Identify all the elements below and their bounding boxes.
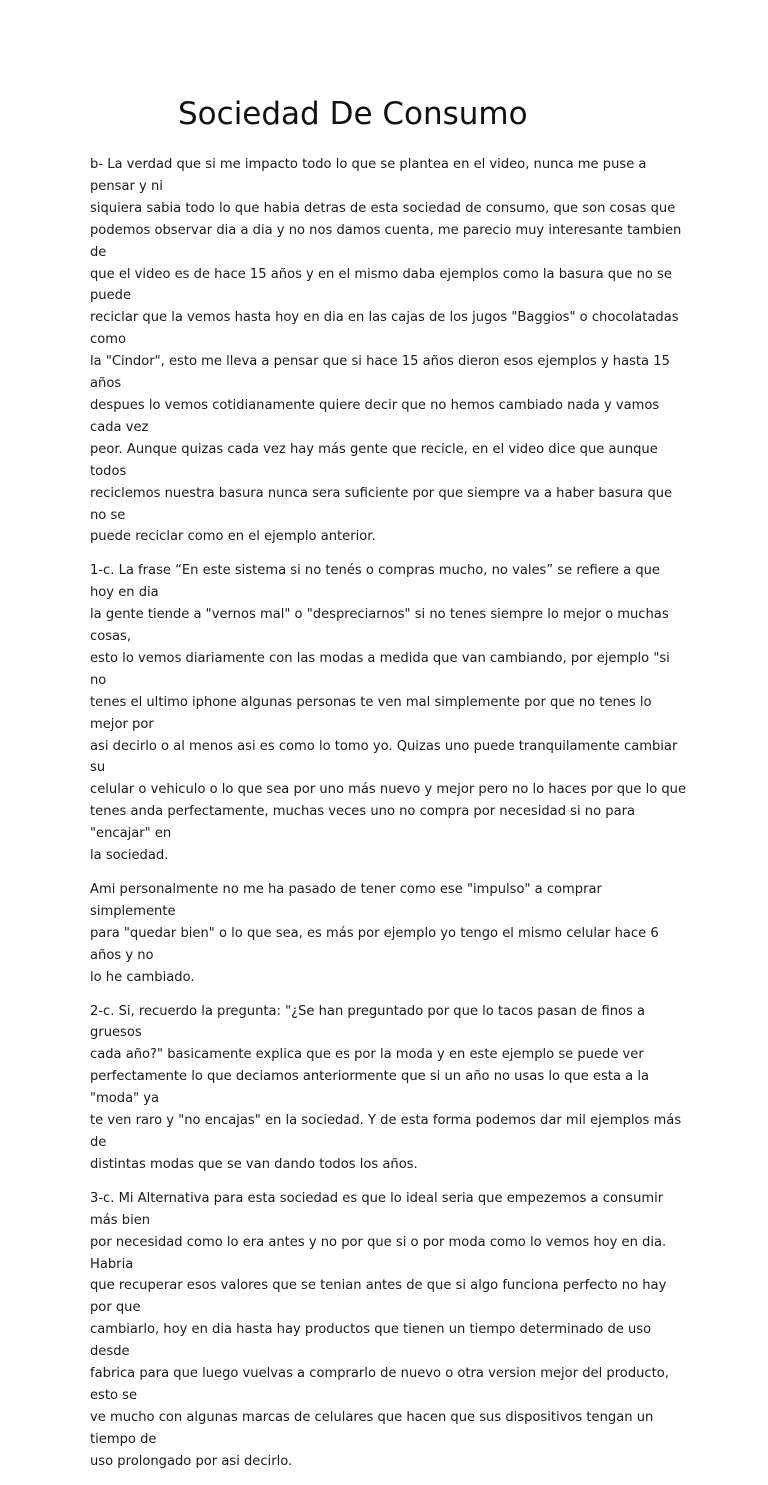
paragraph-2c: 2-c. Si, recuerdo la pregunta: "¿Se han preguntado por que lo tacos pasan de finos a gruesos cada año?" basicamente explica que es por la moda y en este ejemplo se puede ver perfectamente lo que deciamos anteriormente que si un año no usas lo que esta a la "moda" ya te ven raro y "no encajas" en la sociedad. Y de esta forma podemos dar mil ejemplos más de distintas modas que se van dando todos los años.: [90, 1003, 682, 1172]
paragraph-personal: Ami personalmente no me ha pasado de tener como ese "impulso" a comprar simplemente para "quedar bien" o lo que sea, es más por ejemplo yo tengo el mismo celular hace 6 años y no lo he cambiado.: [90, 882, 659, 985]
paragraph-3c: 3-c. Mi Alternativa para esta sociedad es que lo ideal seria que empezemos a consumir más bien por necesidad como lo era antes y no por que si o por moda como lo vemos hoy en dia. Habria que recuperar esos valores que se tenian antes de que si algo funciona perfecto no hay por que cambiarlo, hoy en dia hasta hay productos que tienen un tiempo determinado de uso desde fabrica para que luego vuelvas a comprarlo de nuevo o otra version mejor del producto, esto se ve mucho con algunas marcas de celulares que hacen que sus dispositivos tengan un tiempo de uso prolongado por asi decirlo.: [90, 1190, 669, 1469]
document-title: Sociedad De Consumo: [178, 96, 528, 132]
paragraph-1c: 1-c. La frase “En este sistema si no tenés o compras mucho, no vales” se refiere a que hoy en dia la gente tiende a "vernos mal" o "despreciarnos" si no tenes siempre lo mejor o muchas cosas, esto lo vemos diariamente con las modas a medida que van cambiando, por ejemplo "si no tenes el ultimo iphone algunas personas te ven mal simplemente por que no tenes lo mejor por asi decirlo o al menos asi es como lo tomo yo. Quizas uno puede tranquilamente cambiar su celular o vehiculo o lo que sea por uno más nuevo y mejor pero no lo haces por que lo que tenes anda perfectamente, muchas veces uno no compra por necesidad si no para "encajar" en la sociedad.: [90, 563, 687, 864]
document-body: [90, 154, 688, 1485]
paragraph-b: b- La verdad que si me impacto todo lo que se plantea en el video, nunca me puse a pensar y ni siquiera sabia todo lo que habia detras de esta sociedad de consumo, que son cosas que podemos observar dia a dia y no nos damos cuenta, me parecio muy interesante tambien de que el video es de hace 15 años y en el mismo daba ejemplos como la basura que no se puede reciclar que la vemos hasta hoy en dia en las cajas de los jugos "Baggios" o chocolatadas como la "Cindor", esto me lleva a pensar que si hace 15 años dieron esos ejemplos y hasta 15 años despues lo vemos cotidianamente quiere decir que no hemos cambiado nada y vamos cada vez peor. Aunque quizas cada vez hay más gente que recicle, en el video dice que aunque todos reciclemos nuestra basura nunca sera suficiente por que siempre va a haber basura que no se puede reciclar como en el ejemplo anterior.: [90, 157, 682, 545]
